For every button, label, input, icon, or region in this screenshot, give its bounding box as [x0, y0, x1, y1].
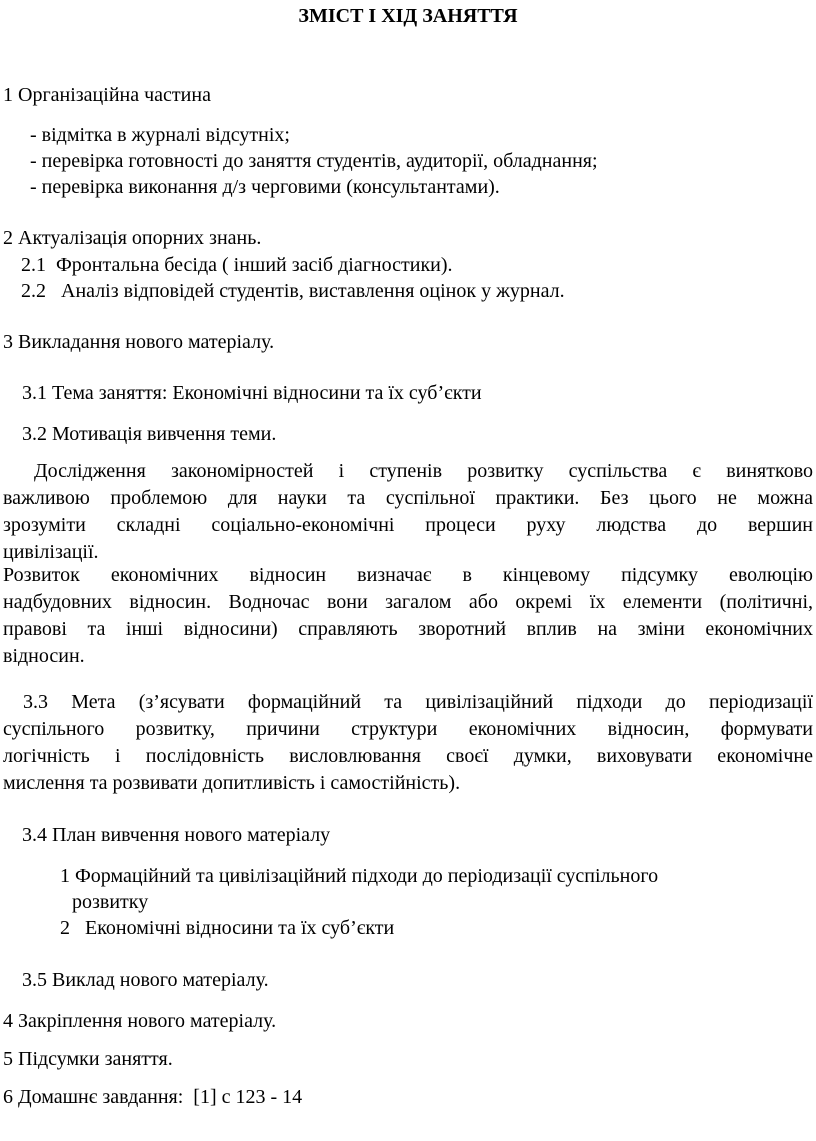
- paragraph-line: Дослідження закономірностей і ступенів розвитку суспільства є винятково: [34, 460, 813, 482]
- paragraph-line: суспільного розвитку, причини структури економічних відносин, формувати: [3, 718, 813, 740]
- list-item: 2.1 Фронтальна бесіда ( інший засіб діагностики).: [21, 254, 453, 276]
- paragraph-line: правові та інші відносини) справляють зворотний вплив на зміни економічних: [3, 618, 813, 640]
- paragraph-line: мислення та розвивати допитливість і самостійність).: [3, 772, 461, 794]
- goal-paragraph: [3, 689, 813, 797]
- paragraph-line: зрозуміти складні соціально-економічні процеси руху людства до вершин: [3, 514, 813, 536]
- motivation-paragraph-2: [3, 562, 813, 670]
- motivation-heading: 3.2 Мотивація вивчення теми.: [22, 423, 277, 445]
- section-2-heading: 2 Актуалізація опорних знань.: [3, 227, 262, 249]
- list-item: 2.2 Аналіз відповідей студентів, виставлення оцінок у журнал.: [21, 280, 565, 302]
- paragraph-line: цивілізації.: [3, 541, 99, 563]
- section-6-heading: 6 Домашнє завдання: [1] с 123 - 14: [3, 1086, 303, 1108]
- plan-item: 1 Формаційний та цивілізаційний підходи до періодизації суспільного: [60, 865, 659, 887]
- plan-heading: 3.4 План вивчення нового матеріалу: [22, 824, 331, 846]
- paragraph-line: логічність і послідовність висловлювання своєї думки, виховувати економічне: [3, 745, 813, 767]
- paragraph-line: важливою проблемою для науки та суспільної практики. Без цього не можна: [3, 487, 813, 509]
- list-item: - відмітка в журналі відсутніх;: [30, 124, 290, 146]
- topic-line: 3.1 Тема заняття: Економічні відносини та їх суб’єкти: [22, 382, 482, 404]
- plan-item: 2 Економічні відносини та їх суб’єкти: [60, 917, 395, 939]
- section-5-heading: 5 Підсумки заняття.: [3, 1048, 173, 1070]
- section-4-heading: 4 Закріплення нового матеріалу.: [3, 1010, 277, 1032]
- section-3-heading: 3 Викладання нового матеріалу.: [3, 331, 275, 353]
- page-title: ЗМІСТ І ХІД ЗАНЯТТЯ: [298, 5, 518, 27]
- paragraph-line: 3.3 Мета (з’ясувати формаційний та цивілізаційний підходи до періодизації: [23, 691, 813, 713]
- exposition-line: 3.5 Виклад нового матеріалу.: [22, 969, 269, 991]
- paragraph-line: відносин.: [3, 645, 85, 667]
- list-item: - перевірка виконання д/з черговими (консультантами).: [30, 176, 500, 198]
- section-1-heading: 1 Організаційна частина: [3, 84, 211, 106]
- motivation-paragraph-1: [3, 458, 813, 566]
- paragraph-line: надбудовних відносин. Водночас вони загалом або окремі їх елементи (політичні,: [3, 591, 813, 613]
- list-item: - перевірка готовності до заняття студентів, аудиторії, обладнання;: [30, 150, 598, 172]
- paragraph-line: Розвиток економічних відносин визначає в кінцевому підсумку еволюцію: [3, 564, 813, 586]
- plan-item-continuation: розвитку: [72, 891, 149, 913]
